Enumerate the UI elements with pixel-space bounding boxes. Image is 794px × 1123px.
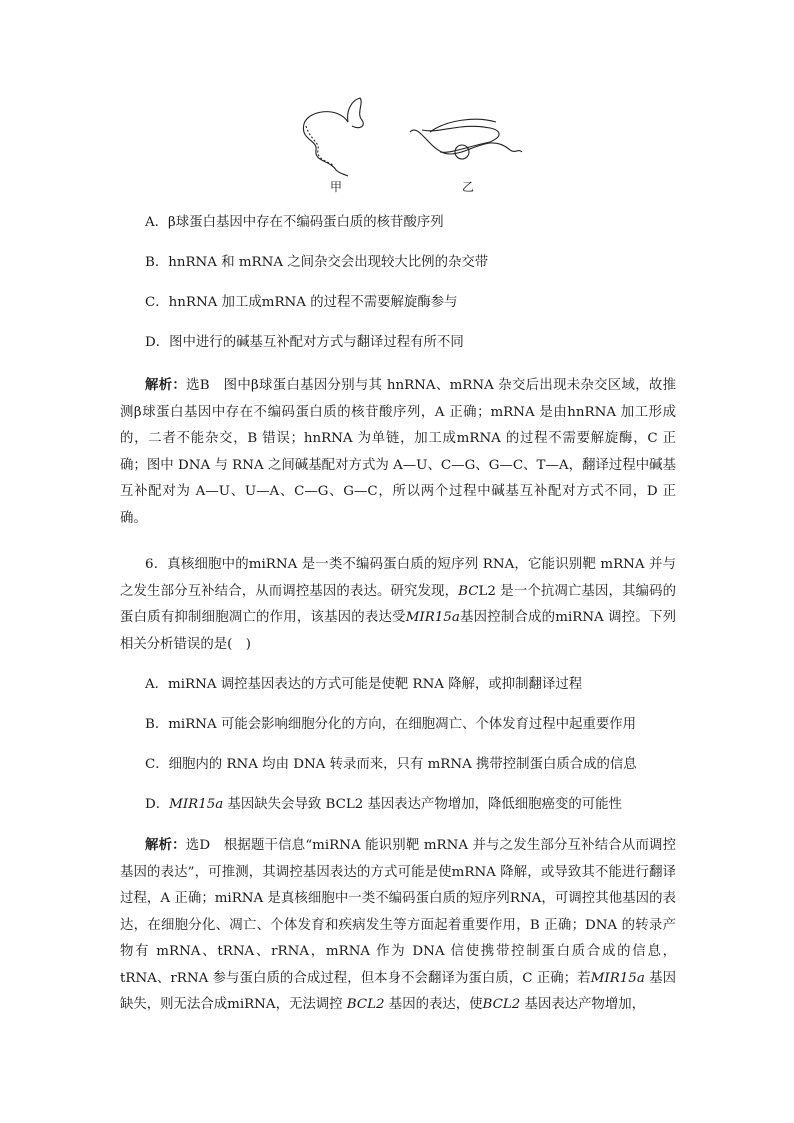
gene-bcl: BC — [458, 583, 479, 599]
analysis-gene-1: MIR15a — [590, 970, 645, 986]
q6-option-b: B．miRNA 可能会影响细胞分化的方向，在细胞凋亡、个体发育过程中起重要作用 — [145, 717, 637, 732]
analysis-gene-3: BCL2 — [482, 997, 521, 1012]
q6-stem — [120, 552, 676, 658]
figure-label-b: 乙 — [462, 180, 475, 194]
q5-option-c: C．hnRNA 加工成mRNA 的过程不需要解旋酶参与 — [145, 295, 458, 310]
analysis-text-1: 选D 根据题干信息“miRNA 能识别靶 mRNA 并与之发生部分互补结合从而调控基因的表达”，可推测，其调控基因表达的方式可能是使mRNA 降解，或导致其不能进行翻译过程，A 正确；miRNA 是真核细胞中一类不编码蛋白质的短序列RNA，可调控其他基因的表达，在细胞分化、凋亡、个体发育和疾病发生等方面起着重要作用，B 正确；DNA 的转录产物有 mRNA、tRNA、rRNA，mRNA 作为 DNA 信使携带控制蛋白质合成的信息，tRNA、rRNA 参与蛋白质的合成过程，但本身不会翻译为蛋白质，C 正确；若 — [120, 838, 677, 986]
analysis-text-3: 基因的表达，使 — [384, 997, 483, 1012]
q6-analysis — [120, 832, 676, 1019]
d-gene: MIR15a — [169, 797, 224, 812]
figure-label-a: 甲 — [330, 180, 343, 194]
d-prefix: D． — [145, 797, 170, 812]
q5-option-b: B．hnRNA 和 mRNA 之间杂交会出现较大比例的杂交带 — [145, 255, 489, 270]
q6-option-c: C．细胞内的 RNA 均由 DNA 转录而来，只有 mRNA 携带控制蛋白质合成的信息 — [145, 757, 637, 772]
q5-analysis — [120, 372, 676, 532]
analysis-text: 选B 图中β球蛋白基因分别与其 hnRNA、mRNA 杂交后出现未杂交区域，故推测β球蛋白基因中存在不编码蛋白质的核苷酸序列，A 正确；mRNA 是由hnRNA 加工形成的，二者不能杂交，B 错误；hnRNA 为单链，加工成mRNA 的过程不需要解旋酶，C 正确；图中 DNA 与 RNA 之间碱基配对方式为 A—U、C—G、G—C、T—A，翻译过程中碱基互补配对为 A—U、U—A、C—G、G—C，所以两个过程中碱基互补配对方式不同，D 正确。 — [120, 378, 677, 526]
analysis-label: 解析： — [145, 377, 187, 393]
q5-option-a: A．β球蛋白基因中存在不编码蛋白质的核苷酸序列 — [145, 215, 444, 230]
q5-option-d: D．图中进行的碱基互补配对方式与翻译过程有所不同 — [145, 335, 464, 350]
figure-a-rna-strand — [306, 126, 334, 166]
figure-a-dna-strand — [303, 112, 348, 176]
q6-option-a: A．miRNA 调控基因表达的方式可能是使靶 RNA 降解，或抑制翻译过程 — [145, 677, 583, 692]
analysis-text-2: 基因缺失，则无法合成miRNA，无法调控 — [120, 970, 676, 1012]
figure-b-dna-strand — [410, 130, 522, 154]
analysis-gene-2: BCL2 — [346, 997, 385, 1012]
stem-text-1: 6．真核细胞中的miRNA 是一类不编码蛋白质的短序列 RNA，它能识别靶 mRNA 并与之发生部分互补结合，从而调控基因的表达。研究发现， — [120, 557, 676, 599]
analysis-label: 解析： — [145, 837, 186, 853]
analysis-text-4: 基因表达产物增加， — [520, 997, 646, 1012]
gene-mir: MIR15a — [405, 610, 460, 625]
q6-option-d — [145, 792, 685, 819]
hybridization-figure — [290, 92, 530, 197]
stem-text-3: 基因控制合成的miRNA 调控。下列相关分析错误的是( ) — [120, 610, 676, 652]
d-rest: 基因缺失会导致 BCL2 基因表达产物增加，降低细胞癌变的可能性 — [223, 797, 622, 812]
figure-a-loop — [348, 98, 364, 128]
hybrid-diagram — [290, 92, 530, 182]
stem-text-2: L2 是一个抗凋亡基因，其编码的蛋白质有抑制细胞凋亡的作用，该基因的表达受 — [120, 583, 677, 625]
